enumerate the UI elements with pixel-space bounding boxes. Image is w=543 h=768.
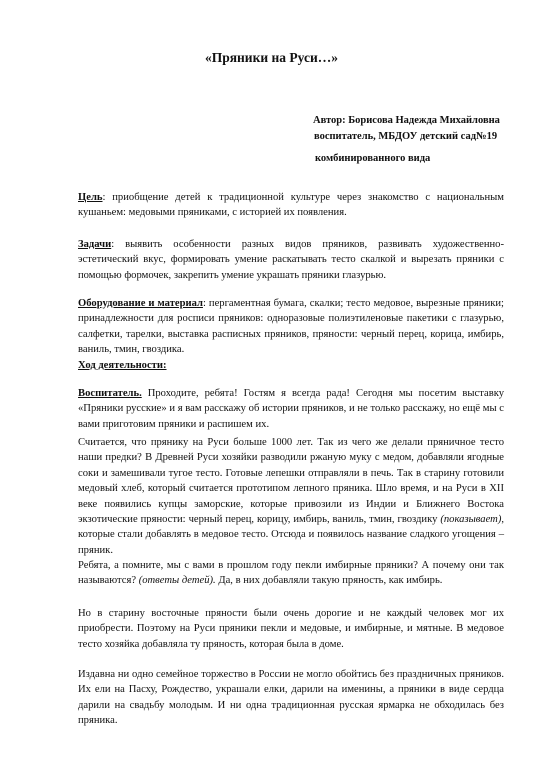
ginger-text-start: Ребята, а помните, мы с вами в прошлом году пекли имбирные пряники? А почему они так называются? bbox=[78, 560, 504, 587]
spices-paragraph bbox=[78, 606, 504, 652]
goal-paragraph bbox=[78, 190, 504, 221]
activity-heading-text: Ход деятельности: bbox=[78, 360, 167, 371]
activity-heading bbox=[78, 358, 504, 373]
tasks-paragraph bbox=[78, 237, 504, 283]
author-kindergarten-type: комбинированного вида bbox=[315, 153, 431, 164]
equipment-paragraph bbox=[78, 296, 504, 358]
history-paragraph bbox=[78, 435, 504, 558]
spices-text: Но в старину восточные пряности были очень дорогие и не каждый человек мог их приобрести. Поэтому на Руси пряники пекли и медовые, и имбирные, и мятные. В медовое тесто хозяйка добавляла ту пряность, которая была в доме. bbox=[78, 608, 504, 650]
history-text-start: Считается, что прянику на Руси больше 1000 лет. Так из чего же делали пряничное тесто наши предки? В Древней Руси хозяйки разводили ржаную муку с медом, добавляли ягодные соки и замешивали тугое тесто. Готовые лепешки отправляли в печь. Так в старину готовили медовый хлеб, который считается прототипом лепного пряника. Шло время, и на Руси в XII веке появились купцы заморские, которые привозили из Индии и Ближнего Востока экзотические пряности: черный перец, корицу, имбирь, ваниль, тмин, гвоздику bbox=[78, 437, 504, 526]
document-title: «Пряники на Руси…» bbox=[204, 50, 339, 65]
goal-text: : приобщение детей к традиционной культуре через знакомство с национальным кушаньем: медовыми пряниками, с историей их появления. bbox=[78, 192, 504, 219]
author-position: воспитатель, МБДОУ детский сад№19 bbox=[314, 131, 498, 142]
ginger-paragraph bbox=[78, 558, 504, 589]
equipment-text: : пергаментная бумага, скалки; тесто медовое, вырезные пряники; принадлежности для росписи пряников: одноразовые полиэтиленовые пакетики с глазурью, салфетки, тарелки, выставка расписных пряников, пряности: черный перец, корица, имбирь, ваниль, тмин, гвоздика. bbox=[78, 298, 505, 356]
celebrations-text: Издавна ни одно семейное торжество в России не могло обойтись без праздничных пряников. Их ели на Пасху, Рождество, украшали елки, дарили на именины, а пряники в виде сердца дарили на свадьбу молодым. И ни одна традиционная русская ярмарка не обходилась без пряника. bbox=[78, 669, 504, 727]
equipment-label: Оборудование и материал bbox=[78, 298, 203, 309]
history-remark: (показывает) bbox=[440, 514, 502, 526]
ginger-remark: (ответы детей). bbox=[138, 575, 216, 587]
teacher-text: Проходите, ребята! Гостям я всегда рада! Сегодня мы посетим выставку «Пряники русские» и я вам расскажу об истории пряников, и не только расскажу, но ещё мы с вами приготовим пряники и распишем их. bbox=[78, 388, 504, 430]
ginger-text-end: Да, в них добавляли такую пряность, как имбирь. bbox=[215, 575, 443, 587]
tasks-label: Задачи bbox=[78, 239, 112, 250]
goal-label: Цель bbox=[78, 192, 103, 203]
tasks-text: : выявить особенности разных видов пряников, развивать художественно-эстетический вкус, формировать умение раскатывать тесто скалкой и вырезать пряники с помощью формочек, закрепить умение украшать пряники глазурью. bbox=[78, 239, 504, 281]
teacher-paragraph bbox=[78, 386, 504, 432]
celebrations-paragraph bbox=[78, 667, 504, 729]
author-name: Автор: Борисова Надежда Михайловна bbox=[313, 115, 500, 126]
teacher-label: Воспитатель. bbox=[78, 388, 142, 399]
history-text-end: , которые стали добавлять в медовое тесто. Отсюда и появилось название сладкого угощения – пряник. bbox=[78, 514, 504, 556]
